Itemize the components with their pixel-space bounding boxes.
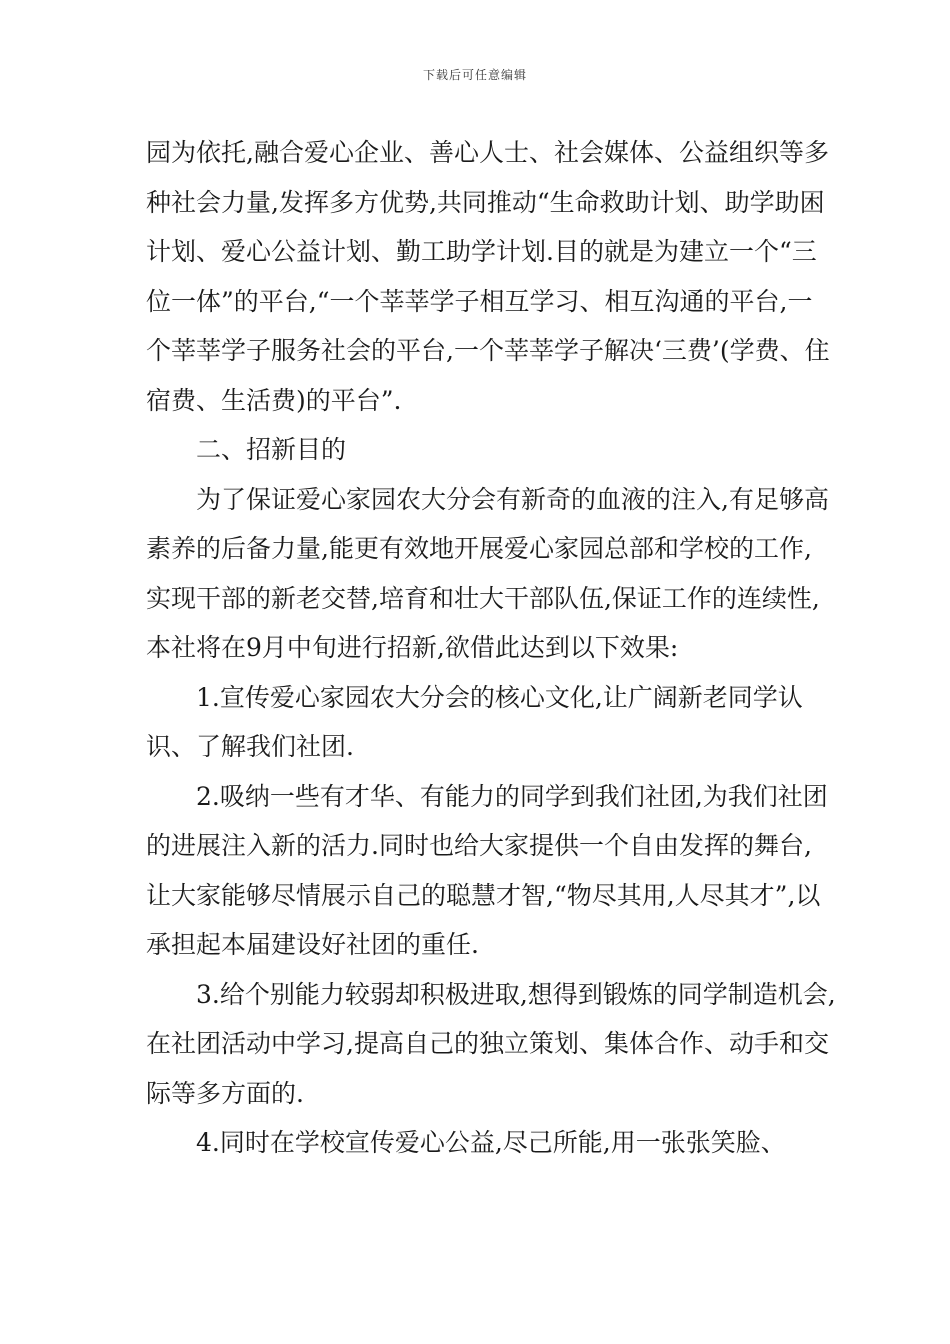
document-body <box>146 128 836 1168</box>
list-item-1: 1.宣传爱心家园农大分会的核心文化,让广阔新老同学认识、了解我们社团. <box>146 682 803 761</box>
list-item-2: 2.吸纳一些有才华、有能力的同学到我们社团,为我们社团的进展注入新的活力.同时也给大家提供一个自由发挥的舞台,让大家能够尽情展示自己的聪慧才智,“物尽其用,人尽其才”,以承担起本届建设好社团的重任. <box>146 781 828 959</box>
page-header: 下载后可任意编辑 <box>422 68 527 82</box>
paragraph-continuation: 园为依托,融合爱心企业、善心人士、社会媒体、公益组织等多种社会力量,发挥多方优势,共同推动“生命救助计划、助学助困计划、爱心公益计划、勤工助学计划.目的就是为建立一个“三位一体”的平台,“一个莘莘学子相互学习、相互沟通的平台,一个莘莘学子服务社会的平台,一个莘莘学子解决‘三费’(学费、住宿费、生活费)的平台”. <box>146 138 830 415</box>
list-item-4: 4.同时在学校宣传爱心公益,尽己所能,用一张张笑脸、 <box>196 1128 786 1157</box>
list-item-3: 3.给个别能力较弱却积极进取,想得到锻炼的同学制造机会,在社团活动中学习,提高自己的独立策划、集体合作、动手和交际等多方面的. <box>146 979 836 1108</box>
section-heading-recruitment-purpose: 二、招新目的 <box>196 435 347 464</box>
paragraph-purpose-intro: 为了保证爱心家园农大分会有新奇的血液的注入,有足够高素养的后备力量,能更有效地开展爱心家园总部和学校的工作,实现干部的新老交替,培育和壮大干部队伍,保证工作的连续性,本社将在9月中旬进行招新,欲借此达到以下效果: <box>146 484 829 662</box>
